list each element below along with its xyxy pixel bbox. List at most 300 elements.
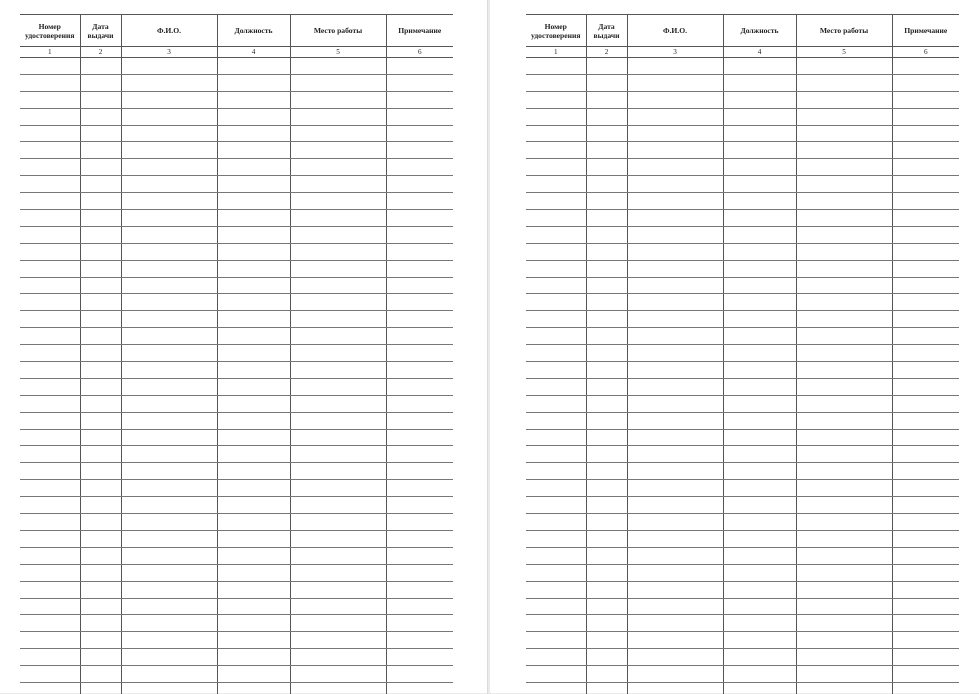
blank-cell[interactable] bbox=[526, 260, 586, 277]
blank-cell[interactable] bbox=[586, 598, 627, 615]
blank-cell[interactable] bbox=[892, 58, 959, 75]
blank-cell[interactable] bbox=[586, 226, 627, 243]
blank-cell[interactable] bbox=[723, 463, 796, 480]
blank-cell[interactable] bbox=[290, 91, 386, 108]
blank-cell[interactable] bbox=[892, 530, 959, 547]
blank-cell[interactable] bbox=[290, 480, 386, 497]
blank-cell[interactable] bbox=[723, 362, 796, 379]
blank-cell[interactable] bbox=[290, 58, 386, 75]
blank-cell[interactable] bbox=[80, 547, 121, 564]
blank-cell[interactable] bbox=[290, 311, 386, 328]
blank-cell[interactable] bbox=[386, 446, 453, 463]
blank-cell[interactable] bbox=[80, 446, 121, 463]
blank-cell[interactable] bbox=[290, 446, 386, 463]
blank-cell[interactable] bbox=[723, 260, 796, 277]
blank-cell[interactable] bbox=[121, 328, 217, 345]
blank-cell[interactable] bbox=[796, 480, 892, 497]
blank-cell[interactable] bbox=[892, 176, 959, 193]
blank-cell[interactable] bbox=[20, 615, 80, 632]
blank-cell[interactable] bbox=[217, 108, 290, 125]
blank-cell[interactable] bbox=[217, 193, 290, 210]
blank-cell[interactable] bbox=[80, 226, 121, 243]
blank-cell[interactable] bbox=[20, 210, 80, 227]
blank-cell[interactable] bbox=[586, 277, 627, 294]
blank-cell[interactable] bbox=[526, 74, 586, 91]
blank-cell[interactable] bbox=[386, 497, 453, 514]
blank-cell[interactable] bbox=[586, 581, 627, 598]
blank-cell[interactable] bbox=[386, 581, 453, 598]
blank-cell[interactable] bbox=[796, 176, 892, 193]
blank-cell[interactable] bbox=[121, 58, 217, 75]
blank-cell[interactable] bbox=[20, 598, 80, 615]
blank-cell[interactable] bbox=[386, 598, 453, 615]
blank-cell[interactable] bbox=[796, 598, 892, 615]
blank-cell[interactable] bbox=[290, 649, 386, 666]
blank-cell[interactable] bbox=[121, 277, 217, 294]
blank-cell[interactable] bbox=[627, 429, 723, 446]
blank-cell[interactable] bbox=[723, 480, 796, 497]
blank-cell[interactable] bbox=[892, 193, 959, 210]
blank-cell[interactable] bbox=[723, 277, 796, 294]
blank-cell[interactable] bbox=[723, 632, 796, 649]
blank-cell[interactable] bbox=[526, 142, 586, 159]
blank-cell[interactable] bbox=[386, 328, 453, 345]
blank-cell[interactable] bbox=[526, 615, 586, 632]
blank-cell[interactable] bbox=[217, 463, 290, 480]
blank-cell[interactable] bbox=[290, 463, 386, 480]
blank-cell[interactable] bbox=[386, 74, 453, 91]
blank-cell[interactable] bbox=[526, 446, 586, 463]
blank-cell[interactable] bbox=[20, 530, 80, 547]
blank-cell[interactable] bbox=[526, 91, 586, 108]
blank-cell[interactable] bbox=[892, 395, 959, 412]
blank-cell[interactable] bbox=[526, 463, 586, 480]
blank-cell[interactable] bbox=[121, 649, 217, 666]
blank-cell[interactable] bbox=[796, 649, 892, 666]
blank-cell[interactable] bbox=[121, 480, 217, 497]
blank-cell[interactable] bbox=[290, 412, 386, 429]
blank-cell[interactable] bbox=[586, 294, 627, 311]
blank-cell[interactable] bbox=[290, 125, 386, 142]
blank-cell[interactable] bbox=[217, 581, 290, 598]
blank-cell[interactable] bbox=[892, 260, 959, 277]
blank-cell[interactable] bbox=[386, 210, 453, 227]
blank-cell[interactable] bbox=[20, 176, 80, 193]
blank-cell[interactable] bbox=[796, 328, 892, 345]
blank-cell[interactable] bbox=[796, 277, 892, 294]
blank-cell[interactable] bbox=[386, 159, 453, 176]
blank-cell[interactable] bbox=[121, 412, 217, 429]
blank-cell[interactable] bbox=[386, 378, 453, 395]
blank-cell[interactable] bbox=[796, 412, 892, 429]
blank-cell[interactable] bbox=[121, 159, 217, 176]
blank-cell[interactable] bbox=[796, 345, 892, 362]
blank-cell[interactable] bbox=[526, 412, 586, 429]
blank-cell[interactable] bbox=[723, 581, 796, 598]
blank-cell[interactable] bbox=[796, 682, 892, 694]
blank-cell[interactable] bbox=[217, 142, 290, 159]
blank-cell[interactable] bbox=[526, 514, 586, 531]
blank-cell[interactable] bbox=[386, 311, 453, 328]
blank-cell[interactable] bbox=[290, 682, 386, 694]
blank-cell[interactable] bbox=[627, 480, 723, 497]
blank-cell[interactable] bbox=[526, 632, 586, 649]
blank-cell[interactable] bbox=[20, 649, 80, 666]
blank-cell[interactable] bbox=[386, 294, 453, 311]
blank-cell[interactable] bbox=[386, 277, 453, 294]
blank-cell[interactable] bbox=[892, 226, 959, 243]
blank-cell[interactable] bbox=[217, 328, 290, 345]
blank-cell[interactable] bbox=[217, 666, 290, 683]
blank-cell[interactable] bbox=[386, 243, 453, 260]
blank-cell[interactable] bbox=[723, 74, 796, 91]
blank-cell[interactable] bbox=[627, 294, 723, 311]
blank-cell[interactable] bbox=[627, 226, 723, 243]
blank-cell[interactable] bbox=[290, 615, 386, 632]
blank-cell[interactable] bbox=[526, 108, 586, 125]
blank-cell[interactable] bbox=[627, 345, 723, 362]
blank-cell[interactable] bbox=[586, 328, 627, 345]
blank-cell[interactable] bbox=[796, 632, 892, 649]
blank-cell[interactable] bbox=[217, 74, 290, 91]
blank-cell[interactable] bbox=[121, 193, 217, 210]
blank-cell[interactable] bbox=[20, 463, 80, 480]
blank-cell[interactable] bbox=[217, 547, 290, 564]
blank-cell[interactable] bbox=[386, 564, 453, 581]
blank-cell[interactable] bbox=[796, 91, 892, 108]
blank-cell[interactable] bbox=[892, 615, 959, 632]
blank-cell[interactable] bbox=[892, 514, 959, 531]
blank-cell[interactable] bbox=[386, 142, 453, 159]
blank-cell[interactable] bbox=[217, 243, 290, 260]
blank-cell[interactable] bbox=[217, 598, 290, 615]
blank-cell[interactable] bbox=[796, 74, 892, 91]
blank-cell[interactable] bbox=[121, 598, 217, 615]
blank-cell[interactable] bbox=[217, 649, 290, 666]
blank-cell[interactable] bbox=[290, 345, 386, 362]
blank-cell[interactable] bbox=[80, 412, 121, 429]
blank-cell[interactable] bbox=[723, 142, 796, 159]
blank-cell[interactable] bbox=[217, 176, 290, 193]
blank-cell[interactable] bbox=[723, 210, 796, 227]
blank-cell[interactable] bbox=[627, 581, 723, 598]
blank-cell[interactable] bbox=[121, 564, 217, 581]
blank-cell[interactable] bbox=[586, 210, 627, 227]
blank-cell[interactable] bbox=[586, 125, 627, 142]
blank-cell[interactable] bbox=[80, 125, 121, 142]
blank-cell[interactable] bbox=[20, 125, 80, 142]
blank-cell[interactable] bbox=[627, 125, 723, 142]
blank-cell[interactable] bbox=[627, 514, 723, 531]
blank-cell[interactable] bbox=[723, 530, 796, 547]
blank-cell[interactable] bbox=[80, 345, 121, 362]
blank-cell[interactable] bbox=[386, 615, 453, 632]
blank-cell[interactable] bbox=[586, 615, 627, 632]
blank-cell[interactable] bbox=[526, 294, 586, 311]
blank-cell[interactable] bbox=[121, 632, 217, 649]
blank-cell[interactable] bbox=[290, 193, 386, 210]
blank-cell[interactable] bbox=[80, 193, 121, 210]
blank-cell[interactable] bbox=[526, 649, 586, 666]
blank-cell[interactable] bbox=[796, 108, 892, 125]
blank-cell[interactable] bbox=[80, 311, 121, 328]
blank-cell[interactable] bbox=[526, 581, 586, 598]
blank-cell[interactable] bbox=[586, 514, 627, 531]
blank-cell[interactable] bbox=[386, 260, 453, 277]
blank-cell[interactable] bbox=[796, 125, 892, 142]
blank-cell[interactable] bbox=[627, 395, 723, 412]
blank-cell[interactable] bbox=[586, 311, 627, 328]
blank-cell[interactable] bbox=[526, 193, 586, 210]
blank-cell[interactable] bbox=[627, 91, 723, 108]
blank-cell[interactable] bbox=[892, 108, 959, 125]
blank-cell[interactable] bbox=[290, 598, 386, 615]
blank-cell[interactable] bbox=[892, 243, 959, 260]
blank-cell[interactable] bbox=[723, 429, 796, 446]
blank-cell[interactable] bbox=[586, 530, 627, 547]
blank-cell[interactable] bbox=[526, 125, 586, 142]
blank-cell[interactable] bbox=[20, 514, 80, 531]
blank-cell[interactable] bbox=[892, 74, 959, 91]
blank-cell[interactable] bbox=[723, 378, 796, 395]
blank-cell[interactable] bbox=[627, 649, 723, 666]
blank-cell[interactable] bbox=[526, 277, 586, 294]
blank-cell[interactable] bbox=[80, 632, 121, 649]
blank-cell[interactable] bbox=[723, 547, 796, 564]
blank-cell[interactable] bbox=[121, 108, 217, 125]
blank-cell[interactable] bbox=[121, 682, 217, 694]
blank-cell[interactable] bbox=[723, 615, 796, 632]
blank-cell[interactable] bbox=[217, 682, 290, 694]
blank-cell[interactable] bbox=[627, 547, 723, 564]
blank-cell[interactable] bbox=[217, 277, 290, 294]
blank-cell[interactable] bbox=[20, 547, 80, 564]
blank-cell[interactable] bbox=[586, 547, 627, 564]
blank-cell[interactable] bbox=[796, 463, 892, 480]
blank-cell[interactable] bbox=[586, 682, 627, 694]
blank-cell[interactable] bbox=[80, 159, 121, 176]
blank-cell[interactable] bbox=[627, 277, 723, 294]
blank-cell[interactable] bbox=[586, 142, 627, 159]
blank-cell[interactable] bbox=[290, 243, 386, 260]
blank-cell[interactable] bbox=[526, 226, 586, 243]
blank-cell[interactable] bbox=[80, 362, 121, 379]
blank-cell[interactable] bbox=[526, 480, 586, 497]
blank-cell[interactable] bbox=[290, 429, 386, 446]
blank-cell[interactable] bbox=[20, 497, 80, 514]
blank-cell[interactable] bbox=[217, 412, 290, 429]
blank-cell[interactable] bbox=[526, 176, 586, 193]
blank-cell[interactable] bbox=[723, 564, 796, 581]
blank-cell[interactable] bbox=[796, 142, 892, 159]
blank-cell[interactable] bbox=[121, 362, 217, 379]
blank-cell[interactable] bbox=[526, 345, 586, 362]
blank-cell[interactable] bbox=[386, 125, 453, 142]
blank-cell[interactable] bbox=[796, 193, 892, 210]
blank-cell[interactable] bbox=[121, 530, 217, 547]
blank-cell[interactable] bbox=[723, 395, 796, 412]
blank-cell[interactable] bbox=[290, 395, 386, 412]
blank-cell[interactable] bbox=[796, 666, 892, 683]
blank-cell[interactable] bbox=[290, 260, 386, 277]
blank-cell[interactable] bbox=[121, 446, 217, 463]
blank-cell[interactable] bbox=[20, 362, 80, 379]
blank-cell[interactable] bbox=[526, 598, 586, 615]
blank-cell[interactable] bbox=[723, 159, 796, 176]
blank-cell[interactable] bbox=[627, 159, 723, 176]
blank-cell[interactable] bbox=[80, 649, 121, 666]
blank-cell[interactable] bbox=[290, 176, 386, 193]
blank-cell[interactable] bbox=[80, 176, 121, 193]
blank-cell[interactable] bbox=[217, 530, 290, 547]
blank-cell[interactable] bbox=[217, 564, 290, 581]
blank-cell[interactable] bbox=[20, 682, 80, 694]
blank-cell[interactable] bbox=[892, 446, 959, 463]
blank-cell[interactable] bbox=[80, 91, 121, 108]
blank-cell[interactable] bbox=[526, 210, 586, 227]
blank-cell[interactable] bbox=[586, 91, 627, 108]
blank-cell[interactable] bbox=[723, 497, 796, 514]
blank-cell[interactable] bbox=[121, 514, 217, 531]
blank-cell[interactable] bbox=[526, 666, 586, 683]
blank-cell[interactable] bbox=[80, 480, 121, 497]
blank-cell[interactable] bbox=[217, 260, 290, 277]
blank-cell[interactable] bbox=[627, 598, 723, 615]
blank-cell[interactable] bbox=[796, 564, 892, 581]
blank-cell[interactable] bbox=[586, 463, 627, 480]
blank-cell[interactable] bbox=[723, 328, 796, 345]
blank-cell[interactable] bbox=[20, 108, 80, 125]
blank-cell[interactable] bbox=[526, 547, 586, 564]
blank-cell[interactable] bbox=[386, 91, 453, 108]
blank-cell[interactable] bbox=[80, 260, 121, 277]
blank-cell[interactable] bbox=[80, 530, 121, 547]
blank-cell[interactable] bbox=[796, 514, 892, 531]
blank-cell[interactable] bbox=[80, 463, 121, 480]
blank-cell[interactable] bbox=[627, 74, 723, 91]
blank-cell[interactable] bbox=[892, 277, 959, 294]
blank-cell[interactable] bbox=[892, 598, 959, 615]
blank-cell[interactable] bbox=[526, 328, 586, 345]
blank-cell[interactable] bbox=[386, 682, 453, 694]
blank-cell[interactable] bbox=[627, 210, 723, 227]
blank-cell[interactable] bbox=[892, 429, 959, 446]
blank-cell[interactable] bbox=[627, 412, 723, 429]
blank-cell[interactable] bbox=[796, 260, 892, 277]
blank-cell[interactable] bbox=[586, 260, 627, 277]
blank-cell[interactable] bbox=[80, 108, 121, 125]
blank-cell[interactable] bbox=[796, 615, 892, 632]
blank-cell[interactable] bbox=[121, 125, 217, 142]
blank-cell[interactable] bbox=[80, 210, 121, 227]
blank-cell[interactable] bbox=[586, 649, 627, 666]
blank-cell[interactable] bbox=[121, 615, 217, 632]
blank-cell[interactable] bbox=[586, 395, 627, 412]
blank-cell[interactable] bbox=[586, 362, 627, 379]
blank-cell[interactable] bbox=[627, 362, 723, 379]
blank-cell[interactable] bbox=[20, 159, 80, 176]
blank-cell[interactable] bbox=[796, 159, 892, 176]
blank-cell[interactable] bbox=[627, 311, 723, 328]
blank-cell[interactable] bbox=[892, 666, 959, 683]
blank-cell[interactable] bbox=[386, 514, 453, 531]
blank-cell[interactable] bbox=[723, 226, 796, 243]
blank-cell[interactable] bbox=[627, 193, 723, 210]
blank-cell[interactable] bbox=[217, 226, 290, 243]
blank-cell[interactable] bbox=[723, 58, 796, 75]
blank-cell[interactable] bbox=[217, 615, 290, 632]
blank-cell[interactable] bbox=[121, 260, 217, 277]
blank-cell[interactable] bbox=[526, 362, 586, 379]
blank-cell[interactable] bbox=[526, 311, 586, 328]
blank-cell[interactable] bbox=[892, 345, 959, 362]
blank-cell[interactable] bbox=[796, 530, 892, 547]
blank-cell[interactable] bbox=[121, 463, 217, 480]
blank-cell[interactable] bbox=[586, 74, 627, 91]
blank-cell[interactable] bbox=[217, 378, 290, 395]
blank-cell[interactable] bbox=[723, 345, 796, 362]
blank-cell[interactable] bbox=[121, 395, 217, 412]
blank-cell[interactable] bbox=[121, 311, 217, 328]
blank-cell[interactable] bbox=[723, 649, 796, 666]
blank-cell[interactable] bbox=[526, 497, 586, 514]
blank-cell[interactable] bbox=[80, 294, 121, 311]
blank-cell[interactable] bbox=[723, 412, 796, 429]
blank-cell[interactable] bbox=[20, 294, 80, 311]
blank-cell[interactable] bbox=[723, 108, 796, 125]
blank-cell[interactable] bbox=[80, 142, 121, 159]
blank-cell[interactable] bbox=[20, 193, 80, 210]
blank-cell[interactable] bbox=[80, 243, 121, 260]
blank-cell[interactable] bbox=[892, 294, 959, 311]
blank-cell[interactable] bbox=[217, 91, 290, 108]
blank-cell[interactable] bbox=[526, 530, 586, 547]
blank-cell[interactable] bbox=[290, 277, 386, 294]
blank-cell[interactable] bbox=[526, 395, 586, 412]
blank-cell[interactable] bbox=[20, 58, 80, 75]
blank-cell[interactable] bbox=[526, 564, 586, 581]
blank-cell[interactable] bbox=[121, 345, 217, 362]
blank-cell[interactable] bbox=[892, 362, 959, 379]
blank-cell[interactable] bbox=[121, 378, 217, 395]
blank-cell[interactable] bbox=[20, 345, 80, 362]
blank-cell[interactable] bbox=[121, 294, 217, 311]
blank-cell[interactable] bbox=[723, 514, 796, 531]
blank-cell[interactable] bbox=[121, 210, 217, 227]
blank-cell[interactable] bbox=[723, 176, 796, 193]
blank-cell[interactable] bbox=[627, 632, 723, 649]
blank-cell[interactable] bbox=[627, 58, 723, 75]
blank-cell[interactable] bbox=[796, 547, 892, 564]
blank-cell[interactable] bbox=[586, 564, 627, 581]
blank-cell[interactable] bbox=[20, 581, 80, 598]
blank-cell[interactable] bbox=[526, 243, 586, 260]
blank-cell[interactable] bbox=[80, 615, 121, 632]
blank-cell[interactable] bbox=[386, 193, 453, 210]
blank-cell[interactable] bbox=[20, 632, 80, 649]
blank-cell[interactable] bbox=[80, 598, 121, 615]
blank-cell[interactable] bbox=[290, 108, 386, 125]
blank-cell[interactable] bbox=[586, 429, 627, 446]
blank-cell[interactable] bbox=[121, 142, 217, 159]
blank-cell[interactable] bbox=[217, 362, 290, 379]
blank-cell[interactable] bbox=[723, 294, 796, 311]
blank-cell[interactable] bbox=[586, 446, 627, 463]
blank-cell[interactable] bbox=[290, 74, 386, 91]
blank-cell[interactable] bbox=[217, 446, 290, 463]
blank-cell[interactable] bbox=[892, 142, 959, 159]
blank-cell[interactable] bbox=[290, 632, 386, 649]
